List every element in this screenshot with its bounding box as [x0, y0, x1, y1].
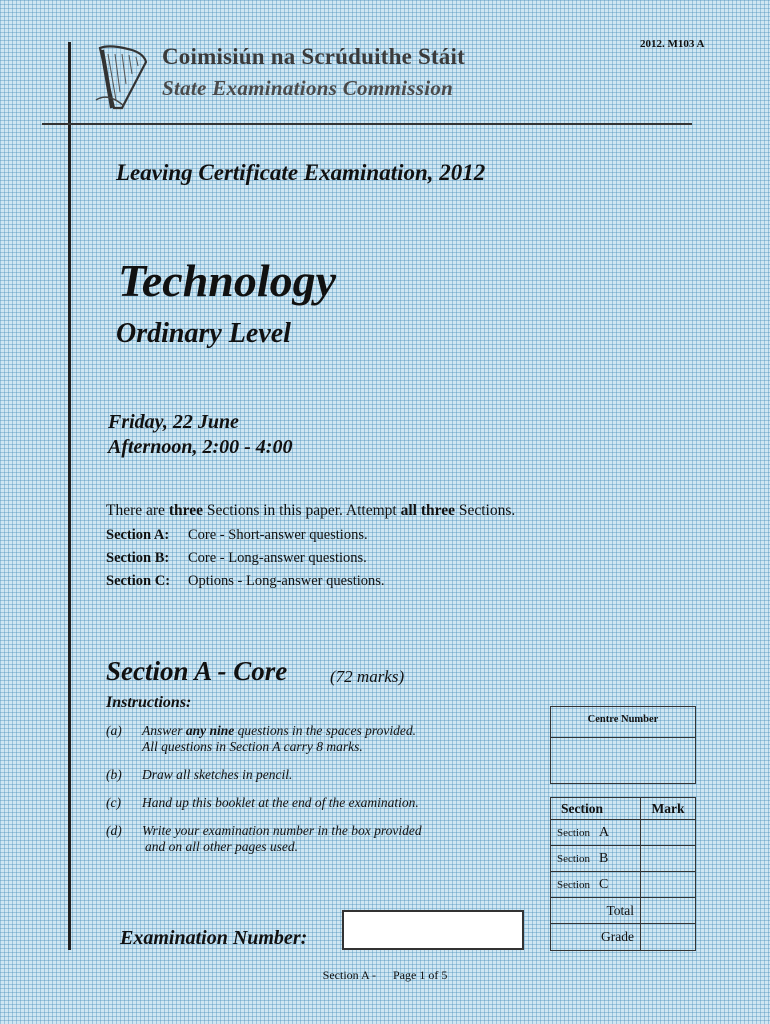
paper-code: 2012. M103 A — [640, 38, 705, 50]
exam-title: Leaving Certificate Examination, 2012 — [116, 160, 486, 185]
footer-page: Page 1 of 5 — [393, 968, 448, 982]
level-title: Ordinary Level — [116, 318, 291, 349]
marks-table — [550, 797, 696, 951]
sections-list-item — [106, 573, 385, 596]
marks-table-total-row — [551, 898, 695, 924]
marks-total-label: Total — [551, 898, 641, 923]
marks-row-word: Section — [557, 826, 590, 839]
intro-text — [106, 502, 515, 520]
header-divider — [42, 123, 692, 125]
marks-row-mark[interactable] — [641, 846, 695, 871]
intro-part: Sections. — [454, 502, 516, 519]
harp-icon — [88, 42, 152, 114]
marks-row-mark[interactable] — [641, 820, 695, 845]
intro-emphasis: all three — [400, 502, 455, 519]
instruction-item — [106, 767, 292, 783]
section-desc: Core - Long-answer questions. — [188, 550, 367, 566]
instruction-text-line2: All questions in Section A carry 8 marks. — [142, 739, 363, 754]
instructions-title: Instructions: — [106, 694, 192, 711]
instruction-text-line2: and on all other pages used. — [145, 839, 298, 854]
marks-row-letter: B — [599, 850, 609, 866]
marks-row-word: Section — [557, 878, 590, 891]
instruction-label: (b) — [106, 767, 122, 782]
exam-time: Afternoon, 2:00 - 4:00 — [108, 436, 293, 458]
marks-header-section: Section — [551, 798, 641, 819]
org-name-irish: Coimisiún na Scrúduithe Stáit — [162, 44, 465, 69]
section-desc: Core - Short-answer questions. — [188, 527, 368, 543]
marks-row-letter: A — [599, 824, 610, 840]
instruction-emphasis: any nine — [185, 723, 235, 738]
marks-grade-label: Grade — [551, 924, 641, 950]
marks-row-section — [551, 846, 641, 871]
marks-row-mark[interactable] — [641, 872, 695, 897]
instruction-item — [106, 823, 422, 855]
intro-emphasis: three — [168, 502, 203, 519]
margin-vertical-rule — [68, 42, 71, 950]
instruction-label: (c) — [106, 795, 121, 810]
marks-total-value[interactable] — [641, 898, 695, 923]
sections-list-item — [106, 527, 385, 550]
page-footer — [0, 968, 770, 983]
section-key: Section A: — [106, 527, 170, 543]
marks-table-row — [551, 872, 695, 898]
marks-row-word: Section — [557, 852, 590, 865]
instruction-label: (a) — [106, 723, 122, 738]
instruction-text: Draw all sketches in pencil. — [142, 767, 293, 782]
marks-row-letter: C — [599, 876, 609, 892]
instruction-text: questions in the spaces provided. — [234, 723, 416, 738]
marks-header-mark: Mark — [651, 800, 685, 816]
instruction-item — [106, 795, 419, 811]
centre-number-box — [550, 706, 696, 784]
subject-title: Technology — [118, 255, 337, 306]
marks-table-grade-row — [551, 924, 695, 950]
sections-list-item — [106, 550, 385, 573]
intro-part: Sections in this paper. Attempt — [202, 502, 401, 519]
centre-number-label: Centre Number — [551, 707, 695, 738]
org-name-english: State Examinations Commission — [162, 76, 454, 100]
section-a-marks: (72 marks) — [330, 667, 405, 686]
instruction-text: Write your examination number in the box provided — [142, 823, 422, 838]
marks-table-row — [551, 846, 695, 872]
footer-section: Section A - — [322, 968, 376, 982]
section-desc: Options - Long-answer questions. — [188, 573, 385, 589]
sections-list — [106, 527, 385, 596]
instruction-label: (d) — [106, 823, 122, 838]
section-a-title: Section A - Core — [106, 656, 288, 686]
intro-part: There are — [106, 502, 169, 519]
marks-row-section — [551, 872, 641, 897]
marks-table-header — [551, 798, 695, 820]
exam-number-field[interactable] — [342, 910, 524, 950]
centre-number-field[interactable] — [551, 738, 695, 782]
section-key: Section C: — [106, 573, 171, 589]
marks-grade-value[interactable] — [641, 924, 695, 950]
marks-table-row — [551, 820, 695, 846]
section-key: Section B: — [106, 550, 170, 566]
instruction-text: Hand up this booklet at the end of the examination. — [142, 795, 419, 810]
exam-number-label: Examination Number: — [120, 927, 308, 949]
instruction-text: Answer — [142, 723, 186, 738]
instruction-item — [106, 723, 416, 755]
exam-date: Friday, 22 June — [108, 411, 239, 433]
marks-row-section — [551, 820, 641, 845]
